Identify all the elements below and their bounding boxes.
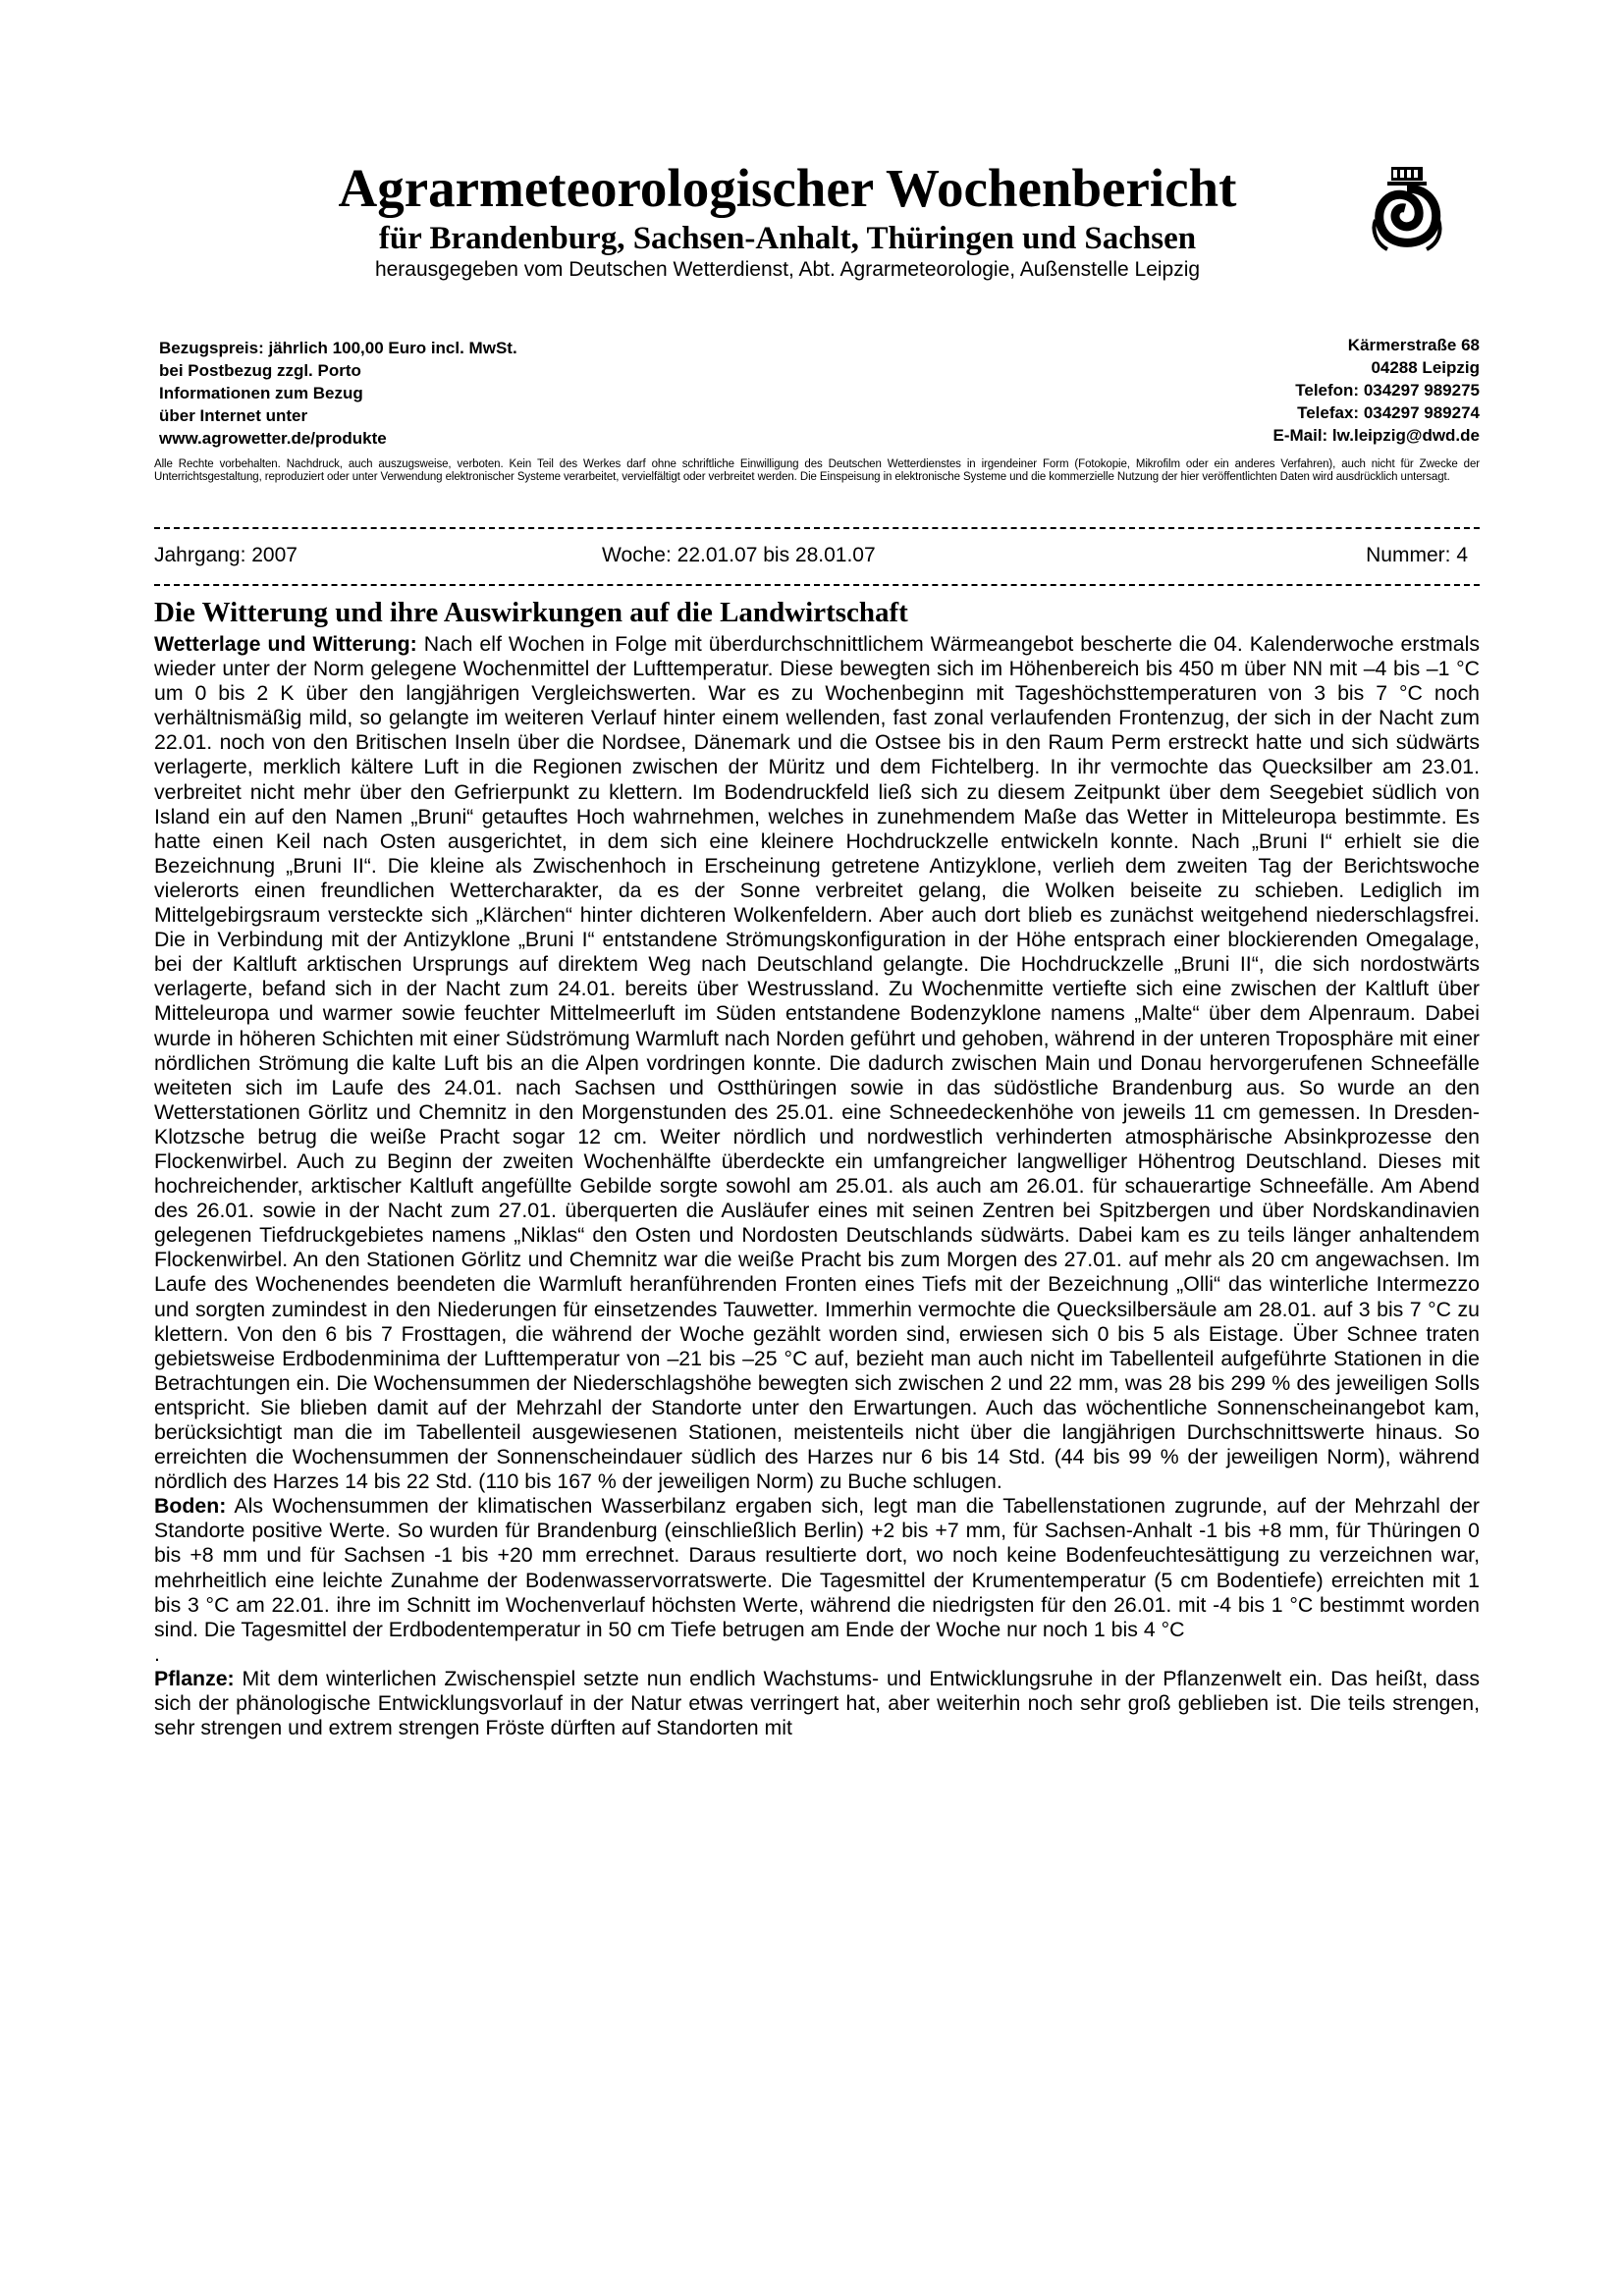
title-block: [154, 157, 1421, 283]
paragraph-text: Nach elf Wochen in Folge mit überdurchschnittlichem Wärmeangebot bescherte die 04. Kalenderwoche erstmals wieder unter der Norm gelegene Wochenmittel der Lufttemperatur. Diese bewegten sich im Höhenbereich bis 450 m über NN mit –4 bis –1 °C um 0 bis 2 K über den langjährigen Vergleichswerten. War es zu Wochenbeginn mit Tageshöchsttemperaturen von 3 bis 7 °C noch verhältnismäßig mild, so gelangte im weiteren Verlauf hinter einem wellenden, fast zonal verlaufenden Frontenzug, der sich in der Nacht zum 22.01. noch von den Britischen Inseln über die Nordsee, Dänemark und die Ostsee bis in den Raum Perm erstreckt hatte und sich südwärts verlagerte, merklich kältere Luft in die Regionen zwischen der Müritz und dem Fichtelberg. In ihr vermochte das Quecksilber am 23.01. verbreitet nicht mehr über den Gefrierpunkt zu klettern. Im Bodendruckfeld ließ sich zu diesem Zeitpunkt über dem Seegebiet südlich von Island ein auf den Namen „Bruni“ getauftes Hoch wahrnehmen, welches in zunehmendem Maße das Wetter in Mitteleuropa bestimmte. Es hatte einen Keil nach Osten ausgerichtet, in dem sich eine kleinere Hochdruckzelle entwickeln konnte. Nach „Bruni I“ erhielt sie die Bezeichnung „Bruni II“. Die kleine als Zwischenhoch in Erscheinung getretene Antizyklone, verlieh dem zweiten Tag der Berichtswoche vielerorts einen freundlichen Wettercharakter, da es der Sonne verbreitet gelang, die Wolken beiseite zu schieben. Lediglich im Mittelgebirgsraum versteckte sich „Klärchen“ hinter dichteren Wolkenfeldern. Aber auch dort blieb es zunächst weitgehend niederschlagsfrei. Die in Verbindung mit der Antizyklone „Bruni I“ entstandene Strömungskonfiguration in der Höhe entsprach einer blockierenden Omegalage, bei der Kaltluft arktischen Ursprungs auf direktem Weg nach Deutschland gelangte. Die Hochdruckzelle „Bruni II“, die sich nordostwärts verlagerte, befand sich in der Nacht zum 24.01. bereits über Westrussland. Zu Wochenmitte vertiefte sich eine zwischen der Kaltluft über Mitteleuropa und warmer sowie feuchter Mittelmeerluft im Süden entstandene Bodenzyklone namens „Malte“ über dem Alpenraum. Dabei wurde in höheren Schichten mit einer Südströmung Warmluft nach Norden geführt und gehoben, während in der unteren Troposphäre mit einer nördlichen Strömung die kalte Luft bis an die Alpen vordringen konnte. Die dadurch zwischen Main und Donau hervorgerufenen Schneefälle weiteten sich im Laufe des 24.01. nach Sachsen und Ostthüringen sowie in das südöstliche Brandenburg aus. So wurde an den Wetterstationen Görlitz und Chemnitz in den Morgenstunden des 25.01. eine Schneedeckenhöhe von jeweils 11 cm gemessen. In Dresden-Klotzsche betrug die weiße Pracht sogar 12 cm. Weiter nördlich und nordwestlich verhinderten atmosphärische Absinkprozesse den Flockenwirbel. Auch zu Beginn der zweiten Wochenhälfte überdeckte ein umfangreicher langwelliger Höhentrog Deutschland. Dieses mit hochreichender, arktischer Kaltluft angefüllte Gebilde sorgte sowohl am 25.01. als auch am 26.01. für schauerartige Schneefälle. Am Abend des 26.01. sowie in der Nacht zum 27.01. überquerten die Ausläufer eines mit seinen Zentren bei Spitzbergen und über Nordskandinavien gelegenen Tiefdruckgebietes namens „Niklas“ den Osten und Nordosten Deutschlands südwärts. Dabei kam es zu teils länger anhaltendem Flockenwirbel. An den Stationen Görlitz und Chemnitz war die weiße Pracht bis zum Morgen des 27.01. auf mehr als 20 cm angewachsen. Im Laufe des Wochenendes beendeten die Warmluft heranführenden Fronten eines Tiefs mit der Bezeichnung „Olli“ das winterliche Intermezzo und sorgten zumindest in den Niederungen für einsetzendes Tauwetter. Immerhin vermochte die Quecksilbersäule am 28.01. auf 3 bis 7 °C zu klettern. Von den 6 bis 7 Frosttagen, die während der Woche gezählt worden sind, erwiesen sich 0 bis 5 als Eistage. Über Schnee traten gebietsweise Erdbodenminima der Lufttemperatur von –21 bis –25 °C auf, bezieht man auch nicht im Tabellenteil aufgeführte Stationen in die Betrachtungen ein. Die Wochensummen der Niederschlagshöhe bewegten sich zwischen 2 und 22 mm, was 28 bis 299 % des jeweiligen Solls entspricht. Sie blieben damit auf der Mehrzahl der Standorte unter den Erwartungen. Auch das wöchentliche Sonnenscheinangebot kam, berücksichtigt man die im Tabellenteil ausgewiesenen Stationen, meistenteils nicht über die langjährigen Durchschnittswerte hinaus. So erreichten die Wochensummen der Sonnenscheindauer südlich des Harzes nur 6 bis 14 Std. (44 bis 99 % der jeweiligen Norm), während nördlich des Harzes 14 bis 22 Std. (110 bis 167 % der jeweiligen Norm) zu Buche schlugen.: [154, 632, 1480, 1494]
paragraph-text: .: [154, 1641, 160, 1666]
subscription-line: Bezugspreis: jährlich 100,00 Euro incl. MwSt.: [159, 339, 517, 357]
dashed-divider-bottom: [154, 584, 1480, 586]
logo-spiral: [1380, 188, 1436, 242]
subscription-line: Informationen zum Bezug: [159, 384, 363, 402]
dwd-logo: [1370, 165, 1444, 253]
paragraph-label: Boden:: [154, 1494, 227, 1519]
soil-paragraph: [154, 1494, 1480, 1642]
report-subtitle: für Brandenburg, Sachsen-Anhalt, Thüringen und Sachsen: [378, 221, 1197, 256]
subscription-url: www.agrowetter.de/produkte: [159, 429, 387, 448]
paragraph-label: Pflanze:: [154, 1666, 235, 1690]
section-title: Die Witterung und ihre Auswirkungen auf die Landwirtschaft: [154, 597, 908, 628]
week-range: Woche: 22.01.07 bis 28.01.07: [602, 544, 876, 566]
volume-year: Jahrgang: 2007: [154, 544, 298, 566]
subscription-line: über Internet unter: [159, 406, 308, 425]
report-title: Agrarmeteorologischer Wochenbericht: [338, 158, 1237, 218]
email-line: E-Mail: lw.leipzig@dwd.de: [1272, 426, 1480, 445]
stray-dot-line: [154, 1642, 1480, 1667]
weather-paragraph: [154, 632, 1480, 1494]
address-line: Kärmerstraße 68: [1347, 336, 1480, 354]
section-body: [154, 632, 1480, 1740]
issue-number: Nummer: 4: [1366, 544, 1468, 566]
paragraph-text: Mit dem winterlichen Zwischenspiel setzte nun endlich Wachstums- und Entwicklungsruhe in der Pflanzenwelt ein. Das heißt, dass sich der phänologische Entwicklungsvorlauf in der Natur etwas verringert hat, aber weiterhin noch sehr groß geblieben ist. Die teils strengen, sehr strengen und extrem strengen Fröste dürften auf Standorten mit: [154, 1666, 1480, 1740]
rights-notice: Alle Rechte vorbehalten. Nachdruck, auch auszugsweise, verboten. Kein Teil des Werkes darf ohne schriftliche Einwilligung des Deutschen Wetterdienstes in irgendeiner Form (Fotokopie, Mikrofilm oder ein anderes Verfahren), auch nicht für Zwecke der Unterrichtsgestaltung, reproduziert oder unter Verwendung elektronischer Systeme verarbeitet, vervielfältigt oder verbreitet werden. Die Einspeisung in elektronische Systeme und die kommerzielle Nutzung der hier veröffentlichten Daten wird ausdrücklich untersagt.: [154, 458, 1480, 483]
phone-line: Telefon: 034297 989275: [1295, 381, 1480, 400]
plant-paragraph: [154, 1667, 1480, 1740]
publisher-line: herausgegeben vom Deutschen Wetterdienst, Abt. Agrarmeteorologie, Außenstelle Leipzig: [374, 258, 1201, 281]
paragraph-label: Wetterlage und Witterung:: [154, 632, 417, 656]
subscription-info: [159, 337, 517, 450]
dashed-divider-top: [154, 527, 1480, 529]
paragraph-text: Als Wochensummen der klimatischen Wasserbilanz ergaben sich, legt man die Tabellenstationen zugrunde, auf der Mehrzahl der Standorte positive Werte. So wurden für Brandenburg (einschließlich Berlin) +2 bis +7 mm, für Sachsen-Anhalt -1 bis +8 mm, für Thüringen 0 bis +8 mm und für Sachsen -1 bis +20 mm errechnet. Daraus resultierte dort, wo noch keine Bodenfeuchtesättigung zu verzeichnen war, mehrheitlich eine leichte Zunahme der Bodenwasservorratswerte. Die Tagesmittel der Krumentemperatur (5 cm Bodentiefe) erreichten mit 1 bis 3 °C am 22.01. ihre im Schnitt im Wochenverlauf höchsten Werte, während die niedrigsten für den 26.01. mit -4 bis 1 °C bestimmt worden sind. Die Tagesmittel der Erdbodentemperatur in 50 cm Tiefe betrugen am Ende der Woche nur noch 1 bis 4 °C: [154, 1494, 1480, 1641]
address-block: [1272, 334, 1480, 447]
fax-line: Telefax: 034297 989274: [1297, 403, 1480, 422]
subscription-line: bei Postbezug zzgl. Porto: [159, 361, 361, 380]
address-line: 04288 Leipzig: [1371, 358, 1480, 377]
issue-info: [154, 542, 1480, 569]
